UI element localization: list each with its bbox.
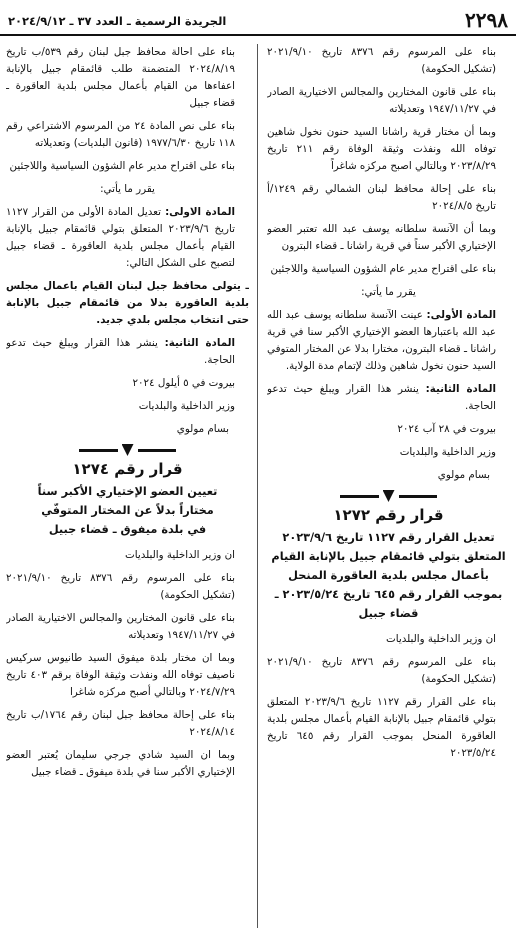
paragraph: بناء على قانون المختارين والمجالس الاختيارية الصادر في ١٩٤٧/١١/٢٧ وتعديلاته [267, 86, 496, 115]
paragraph: بناء على المرسوم رقم ٨٣٧٦ تاريخ ٢٠٢١/٩/١٠ (تشكيل الحكومة) [267, 46, 496, 75]
column-divider [257, 44, 258, 928]
article-2 [6, 335, 249, 369]
paragraph: بناء على إحالة محافظ لبنان الشمالي رقم ١٢٤٩/أ تاريخ ٢٠٢٤/٨/٥ [267, 183, 496, 212]
article-text: عينت الآنسة سلطانه يوسف عبد الله عبد الله باعتبارها العضو الإختياري الأكبر سنا في قرية راشانا ـ قضاء البترون، مختارا بدلا عن المختار المتوفي السيد حنون نخول شاهين وذلك لإتمام مدة الولاية. [267, 309, 496, 372]
paragraph: بناء على قانون المختارين والمجالس الاختيارية الصادر في ١٩٤٧/١١/٢٧ وتعديلاته [6, 612, 235, 641]
signature-title: وزير الداخلية والبلديات [138, 400, 235, 412]
paragraph: وبما ان السيد شادي جرجي سليمان يُعتبر العضو الإختياري الأكبر سنا في بلدة ميفوق ـ قضاء جبيل [6, 749, 235, 778]
paragraph: بناء على المرسوم رقم ٨٣٧٦ تاريخ ٢٠٢١/٩/١٠ (تشكيل الحكومة) [267, 656, 496, 685]
signature-name: بسام مولوي [437, 469, 490, 481]
paragraph: وبما ان مختار بلدة ميفوق السيد طانيوس سركيس ناصيف توفاه الله ونفذت وثيقة الوفاة برقم ٤٠٣ تاريخ ٢٠٢٤/٧/٢٩ وبالتالي أصبح مركزه شاغرا [6, 652, 236, 698]
section-separator [267, 490, 510, 502]
paragraph: بناء على اقتراح مدير عام الشؤون السياسية واللاجئين [270, 263, 496, 275]
section-separator [6, 444, 249, 456]
amended-text: ـ يتولى محافظ جبل لبنان القيام باعمال مجلس بلدية العاقورة بدلا من قائمقام جبيل بالإنابة حتى انتخاب مجلس بلدي جديد. [6, 280, 249, 326]
paragraph: وبما أن الآنسة سلطانه يوسف عبد الله تعتبر العضو الإختياري الأكبر سناً في قرية راشانا ـ قضاء البترون [267, 223, 496, 252]
decision-title-line: مختاراً بدلاً عن المختار المتوفّي [41, 504, 214, 517]
paragraph: بناء على إحالة محافظ جبل لبنان رقم ١٧٦٤/ب تاريخ ٢٠٢٤/٨/١٤ [6, 709, 235, 738]
signature-name: بسام مولوي [176, 423, 229, 435]
article-label: المادة الثانية: [164, 337, 236, 349]
paragraph: بناء على احالة محافظ جبل لبنان رقم ٥٣٩/ب تاريخ ٢٠٢٤/٨/١٩ المتضمنة طلب قائمقام جبيل بالإنابة اعفاءها من القيام بأعمال مجلس بلدية العاقورة ـ قضاء جبيل [6, 46, 235, 109]
article-text: ينشر هذا القرار ويبلغ حيث تدعو الحاجة. [6, 337, 235, 366]
gazette-title: الجريدة الرسمية ـ العدد ٣٧ ـ ٢٠٢٤/٩/١٢ [8, 14, 227, 28]
signature-place-date: بيروت في ٥ أيلول ٢٠٢٤ [132, 377, 235, 389]
decision-title-line: في بلدة ميفوق ـ قضاء جبيل [48, 523, 207, 536]
page-header [0, 0, 516, 36]
paragraph: وبما أن مختار قرية راشانا السيد حنون نخول شاهين توفاه الله ونفذت وثيقة الوفاة رقم ٢١١ تاريخ ٢٠٢٣/٨/٢٩ وبالتالي اصبح مركزه شاغراً [267, 126, 497, 172]
signature-block [6, 375, 249, 438]
article-1 [6, 204, 249, 272]
article-2 [267, 381, 510, 415]
paragraph: بناء على المرسوم رقم ٨٣٧٦ تاريخ ٢٠٢١/٩/١٠ (تشكيل الحكومة) [6, 572, 235, 601]
article-label: المادة الأولى: [426, 309, 497, 321]
signature-block [267, 421, 510, 484]
article-text: تعديل المادة الأولى من القرار ١١٢٧ تاريخ ٢٠٢٣/٩/٦ المتعلق بتولي قائمقام جبيل بالإنابة القيام بأعمال مجلس بلدية العاقورة ـ قضاء جبيل لتصبح على الشكل التالي: [6, 206, 235, 269]
left-column [6, 44, 249, 928]
paragraph: ان وزير الداخلية والبلديات [125, 549, 235, 561]
decision-title-line: تعيين العضو الإختياري الأكبر سناً [37, 485, 218, 498]
paragraph: بناء على اقتراح مدير عام الشؤون السياسية واللاجئين [9, 160, 235, 172]
decision-number: قرار رقم ١٢٧٤ [72, 460, 183, 478]
decision-number: قرار رقم ١٢٧٢ [333, 506, 444, 524]
page-number: ٢٢٩٨ [465, 8, 508, 32]
right-column [267, 44, 510, 928]
article-label: المادة الاولى: [165, 206, 235, 218]
paragraph: بناء على القرار رقم ١١٢٧ تاريخ ٢٠٢٣/٩/٦ المتعلق بتولي قائمقام جبيل بالإنابة القيام بأعمال مجلس بلدية العاقورة المنحل بموجب القرار رقم ٦٤٥ تاريخ ٢٠٢٣/٥/٢٤ [267, 696, 496, 759]
article-text: ينشر هذا القرار ويبلغ حيث تدعو الحاجة. [267, 383, 496, 412]
signature-place-date: بيروت في ٢٨ آب ٢٠٢٤ [397, 423, 496, 435]
signature-title: وزير الداخلية والبلديات [399, 446, 496, 458]
paragraph: ان وزير الداخلية والبلديات [386, 633, 496, 645]
decides-heading: يقرر ما يأتي: [361, 286, 416, 298]
paragraph: بناء على نص المادة ٢٤ من المرسوم الاشتراعي رقم ١١٨ تاريخ ١٩٧٧/٦/٣٠ (قانون البلديات) وتعديلاته [6, 120, 235, 149]
decision-title: تعديل القرار رقم ١١٢٧ تاريخ ٢٠٢٣/٩/٦ المتعلق بتولي قائمقام جبيل بالإنابة القيام بأعمال مجلس بلدية العاقورة المنحل بموجب القرار رقم ٦٤٥ تاريخ ٢٠٢٣/٥/٢٤ ـ قضاء جبيل [271, 531, 506, 620]
decision-title [6, 482, 249, 539]
article-1 [267, 307, 510, 375]
decides-heading: يقرر ما يأتي: [100, 183, 155, 195]
article-label: المادة الثانية: [425, 383, 497, 395]
